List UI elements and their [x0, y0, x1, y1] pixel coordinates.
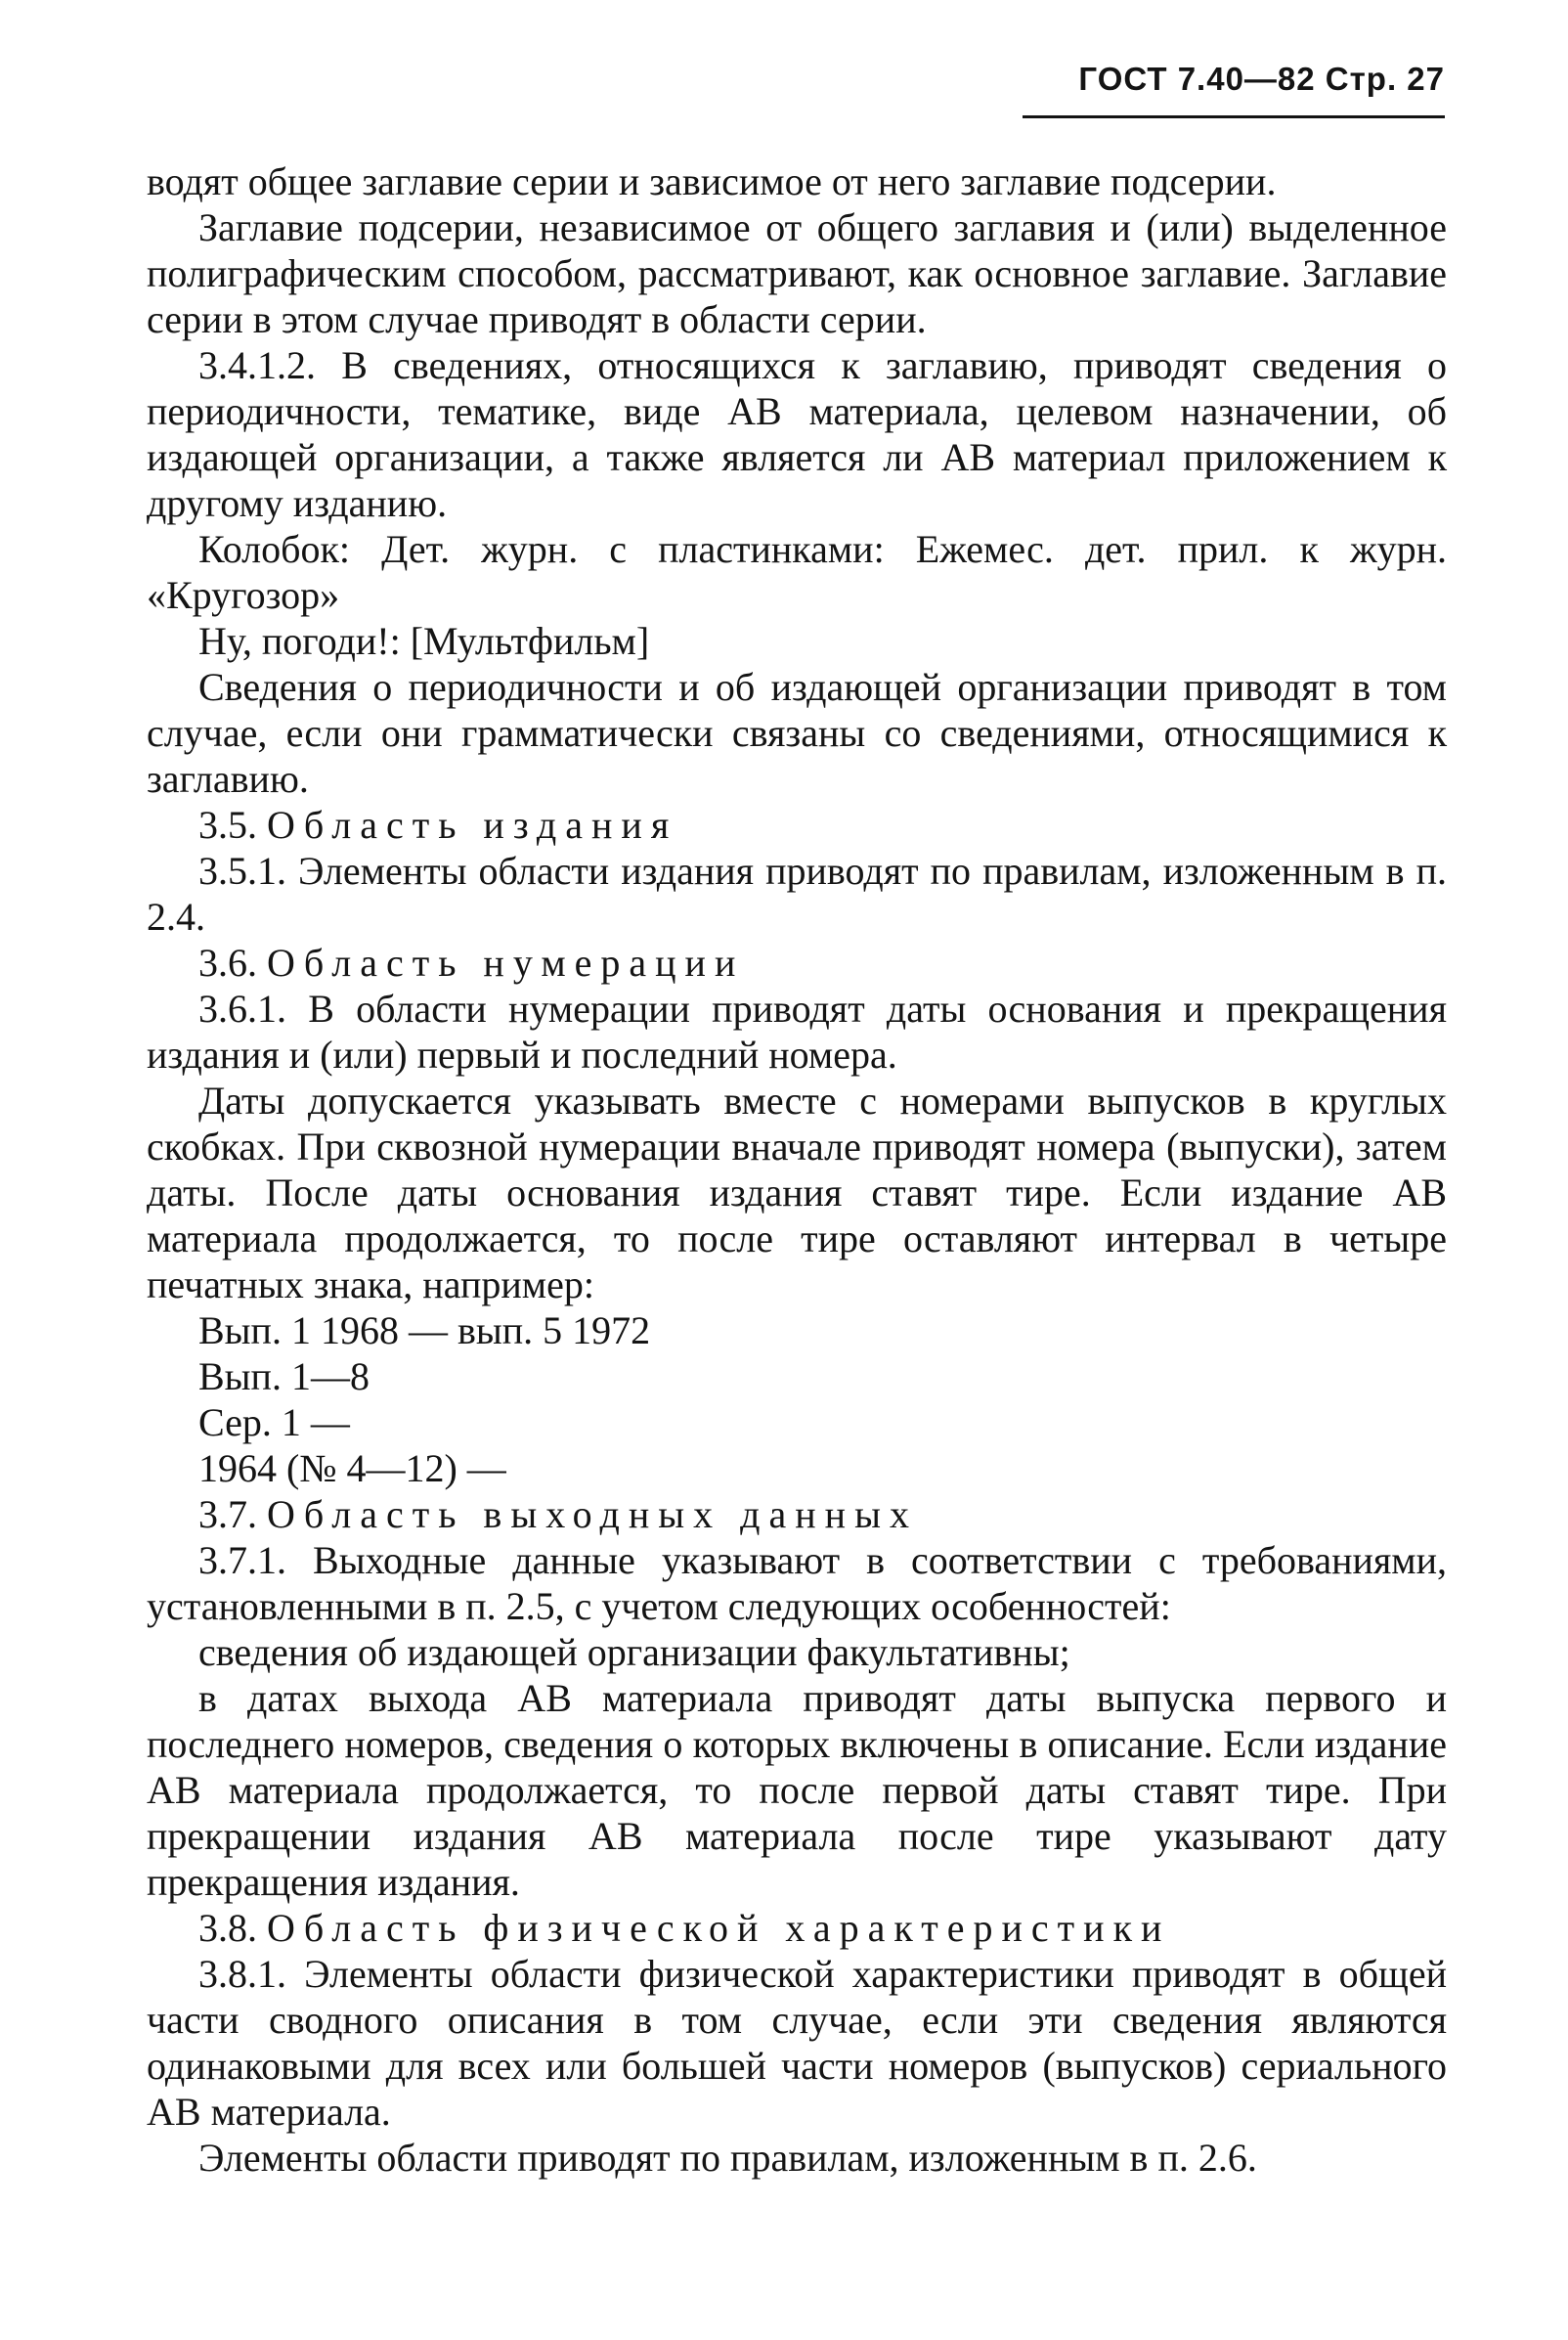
section-title: Область издания	[267, 803, 678, 847]
section-heading-3-5	[147, 802, 1447, 848]
paragraph: водят общее заглавие серии и зависимое от него заглавие подсерии.	[147, 159, 1277, 203]
section-number: 3.6.	[198, 941, 257, 985]
section-heading-3-8	[147, 1905, 1447, 1951]
section-title: Область физической характеристики	[267, 1906, 1171, 1950]
page-body	[147, 158, 1447, 2181]
example-line: Ну, погоди!: [Мультфильм]	[198, 619, 650, 663]
section-number: 3.8.	[198, 1906, 257, 1950]
section-title: Область нумерации	[267, 941, 745, 985]
paragraph: Сведения о периодичности и об издающей организации приводят в том случае, если они грамматически связаны со сведениями, относящимися к заглавию.	[147, 665, 1447, 801]
page-header: ГОСТ 7.40—82 Стр. 27	[1078, 61, 1445, 97]
example-line: Вып. 1—8	[198, 1354, 370, 1398]
paragraph: в датах выхода АВ материала приводят даты выпуска первого и последнего номеров, сведения о которых включены в описание. Если издание АВ материала продолжается, то после первой даты ставят тире. При прекращении издания АВ материала после тире указывают дату прекращения издания.	[147, 1676, 1447, 1904]
example-line: Сер. 1 —	[198, 1400, 350, 1444]
paragraph: 3.8.1. Элементы области физической характеристики приводят в общей части сводного описания в том случае, если эти сведения являются одинаковыми для всех или большей части номеров (выпусков) сериального АВ материала.	[147, 1952, 1447, 2134]
paragraph: 3.6.1. В области нумерации приводят даты основания и прекращения издания и (или) первый и последний номера.	[147, 987, 1447, 1077]
example-line: Колобок: Дет. журн. с пластинками: Ежемес. дет. прил. к журн. «Кругозор»	[147, 527, 1447, 617]
paragraph: 3.5.1. Элементы области издания приводят по правилам, изложенным в п. 2.4.	[147, 849, 1447, 939]
paragraph: 3.7.1. Выходные данные указывают в соответствии с требованиями, установленными в п. 2.5, с учетом следующих особенностей:	[147, 1538, 1447, 1628]
paragraph: Элементы области приводят по правилам, изложенным в п. 2.6.	[198, 2136, 1257, 2180]
section-number: 3.7.	[198, 1492, 257, 1536]
header-rule	[1023, 115, 1445, 118]
paragraph: Заглавие подсерии, независимое от общего заглавия и (или) выделенное полиграфическим способом, рассматривают, как основное заглавие. Заглавие серии в этом случае приводят в области серии.	[147, 205, 1447, 341]
example-line: Вып. 1 1968 — вып. 5 1972	[198, 1308, 651, 1352]
section-number: 3.5.	[198, 803, 257, 847]
example-line: 1964 (№ 4—12) —	[198, 1446, 506, 1490]
paragraph: Даты допускается указывать вместе с номерами выпусков в круглых скобках. При сквозной нумерации вначале приводят номера (выпуски), затем даты. После даты основания издания ставят тире. Если издание АВ материала продолжается, то после тире оставляют интервал в четыре печатных знака, например:	[147, 1079, 1447, 1306]
section-heading-3-7	[147, 1491, 1447, 1537]
section-title: Область выходных данных	[267, 1492, 918, 1536]
paragraph: 3.4.1.2. В сведениях, относящихся к заглавию, приводят сведения о периодичности, тематике, виде АВ материала, целевом назначении, об издающей организации, а также является ли АВ материал приложением к другому изданию.	[147, 343, 1447, 525]
paragraph: сведения об издающей организации факультативны;	[198, 1630, 1070, 1674]
section-heading-3-6	[147, 940, 1447, 986]
